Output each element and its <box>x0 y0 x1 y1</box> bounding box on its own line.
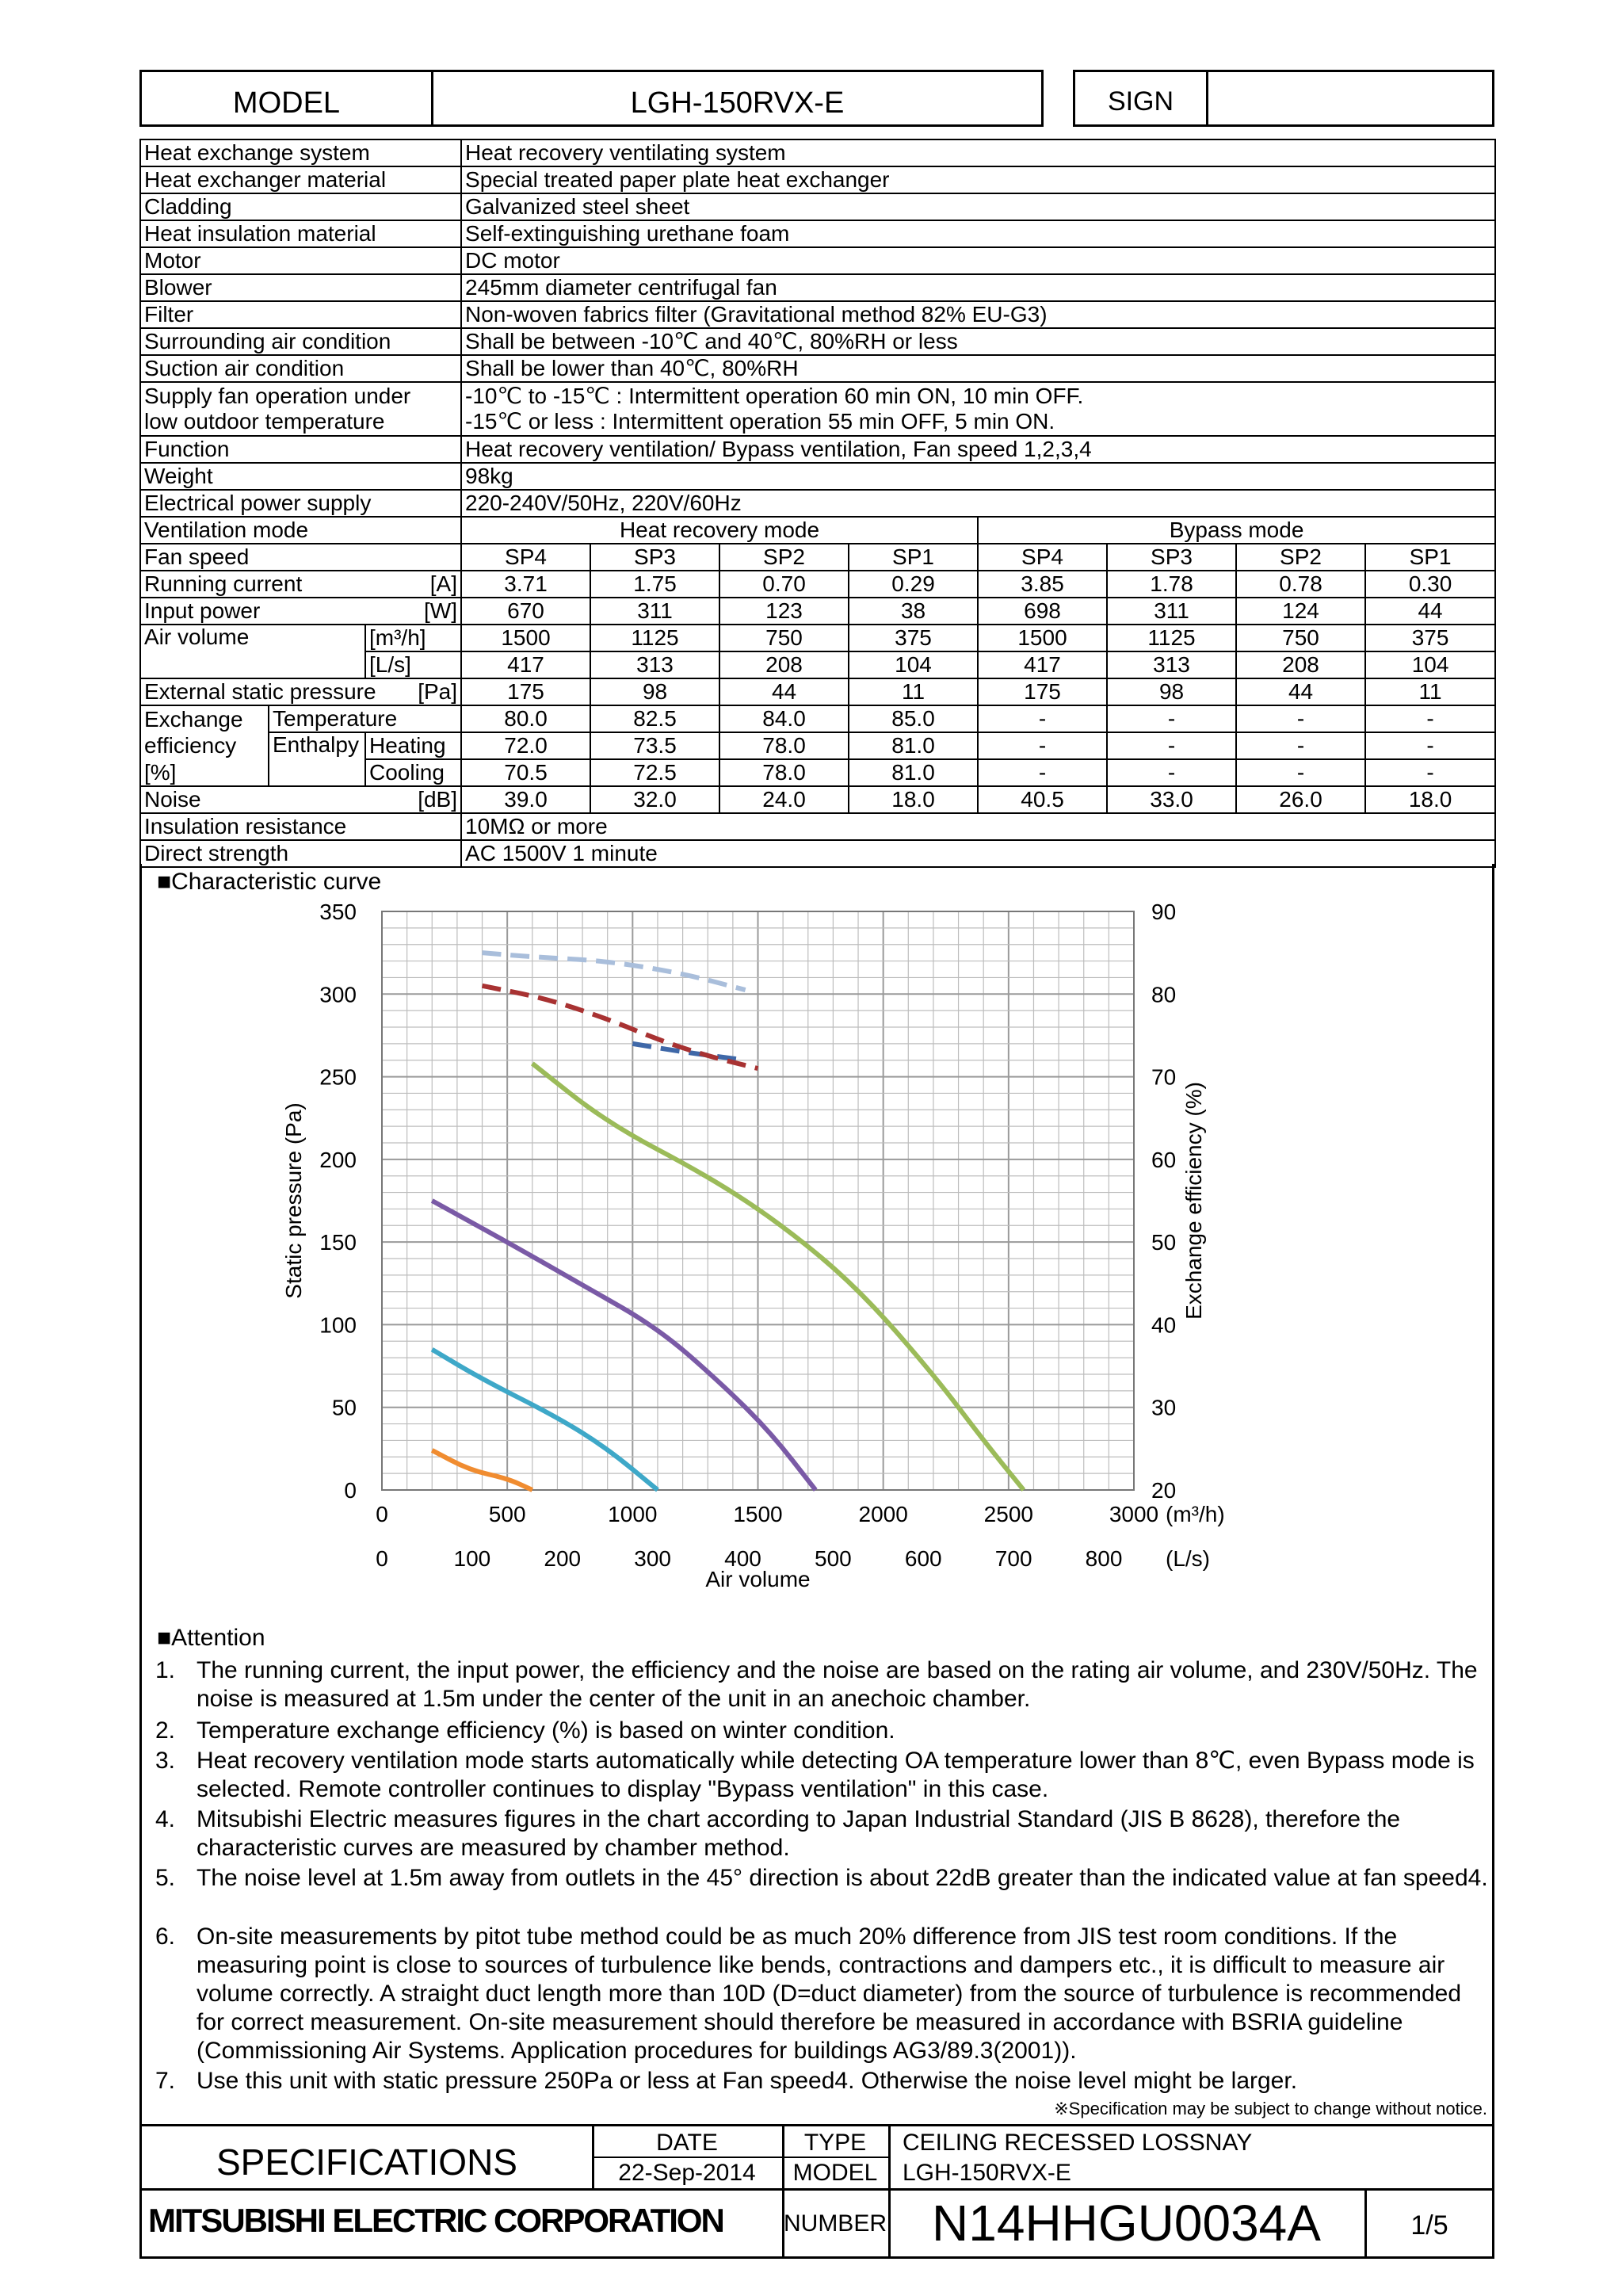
characteristic-chart <box>143 896 1490 1609</box>
input-power-unit: [W] <box>424 598 458 623</box>
date-label: DATE <box>656 2130 718 2156</box>
model-value: LGH-150RVX-E <box>630 86 845 120</box>
value-cell: 11 <box>1365 678 1495 705</box>
attention-item-text: The noise level at 1.5m away from outlets in the 45° direction is about 22dB greater than the indicated value at fan speed4. <box>197 1865 1488 1891</box>
noise-row <box>140 786 1495 813</box>
value-cell: 175 <box>978 678 1107 705</box>
value-cell: 38 <box>849 598 978 625</box>
supply-fan-label-2: low outdoor temperature <box>144 409 385 434</box>
chart-labels <box>281 896 1225 1591</box>
running-current-label: Running current <box>144 571 303 596</box>
fan-speed-cell: SP1 <box>849 544 978 571</box>
spec-label: Electrical power supply <box>140 490 461 517</box>
value-cell: 208 <box>719 651 849 678</box>
attention-item-text: On-site measurements by pitot tube method could be as much 20% difference from JIS test room conditions. If the measuring point is close to sources of turbulence like bends, contractions and dampers etc., it is difficult to measure air volume correctly. A straight duct length more than 10D (D=duct diameter) from the source of turbulence is recommended for correct measurement. On-site measurement should therefore be measured in accordance with BSRIA guideline (Commissioning Air Systems. Application procedures for buildings AG3/89.3(2001)). <box>197 1924 1462 2064</box>
y2-tick-label: 40 <box>1151 1312 1177 1338</box>
value-cell: 11 <box>849 678 978 705</box>
value-cell: 1500 <box>461 625 590 651</box>
value-cell: 1.78 <box>1107 571 1236 598</box>
fan-speed-cell: SP2 <box>1236 544 1365 571</box>
value-cell: 3.85 <box>978 571 1107 598</box>
value-cell: 417 <box>978 651 1107 678</box>
spec-label: Suction air condition <box>140 355 461 382</box>
spec-row <box>140 436 1495 463</box>
model-label: MODEL <box>232 86 341 120</box>
value-cell: 40.5 <box>978 786 1107 813</box>
value-cell: 24.0 <box>719 786 849 813</box>
spec-row <box>140 274 1495 301</box>
value-cell: 123 <box>719 598 849 625</box>
y2-tick-label: 60 <box>1151 1147 1177 1172</box>
attention-item-text: Use this unit with static pressure 250Pa or less at Fan speed4. Otherwise the noise level might be larger. <box>197 2068 1298 2094</box>
value-cell: 32.0 <box>590 786 719 813</box>
value-cell: 18.0 <box>849 786 978 813</box>
value-cell: - <box>978 732 1107 759</box>
spec-label: Heat exchange system <box>140 139 461 166</box>
spec-label: Blower <box>140 274 461 301</box>
spec-value: Galvanized steel sheet <box>461 193 1495 220</box>
spec-value: 220-240V/50Hz, 220V/60Hz <box>461 490 1495 517</box>
value-cell: - <box>1236 759 1365 786</box>
attention-item-text: Heat recovery ventilation mode starts automatically while detecting OA temperature lower than 8℃, even Bypass mode is selected. Remote controller continues to display "Bypass ventilation" in this case. <box>197 1748 1475 1802</box>
value-cell: 698 <box>978 598 1107 625</box>
spec-row <box>140 355 1495 382</box>
type-label: TYPE <box>803 2130 867 2156</box>
value-cell: - <box>978 705 1107 732</box>
spec-row-supply-fan <box>140 382 1495 436</box>
attention-item-text: The running current, the input power, the efficiency and the noise are based on the rating air volume, and 230V/50Hz. The noise is measured at 1.5m under the center of the unit in an anechoic chamber. <box>197 1657 1478 1712</box>
value-cell: - <box>1236 732 1365 759</box>
value-cell: 33.0 <box>1107 786 1236 813</box>
value-cell: 44 <box>1365 598 1495 625</box>
x-unit-ls: (L/s) <box>1166 1546 1210 1571</box>
attention-item-number: 1. <box>155 1657 176 1683</box>
spec-value: Shall be lower than 40℃, 80%RH <box>461 355 1495 382</box>
value-cell: 80.0 <box>461 705 590 732</box>
value-cell: 670 <box>461 598 590 625</box>
x-tick-label-m3h: 500 <box>488 1502 526 1526</box>
static-pressure-row <box>140 678 1495 705</box>
spec-label: Heat insulation material <box>140 220 461 247</box>
value-cell: 85.0 <box>849 705 978 732</box>
exchange-label-1: Exchange <box>140 705 269 732</box>
value-cell: 104 <box>1365 651 1495 678</box>
ventilation-mode-row <box>140 517 1495 544</box>
y-tick-label: 150 <box>319 1230 357 1255</box>
y-tick-label: 250 <box>319 1064 357 1090</box>
value-cell: 73.5 <box>590 732 719 759</box>
value-cell: 3.71 <box>461 571 590 598</box>
input-power-label: Input power <box>144 598 261 623</box>
running-current-row <box>140 571 1495 598</box>
y2-tick-label: 30 <box>1151 1395 1177 1420</box>
spec-row <box>140 328 1495 355</box>
attention-item-number: 3. <box>155 1748 176 1774</box>
value-cell: - <box>1236 705 1365 732</box>
value-cell: 44 <box>1236 678 1365 705</box>
spec-value: Special treated paper plate heat exchanger <box>461 166 1495 193</box>
value-cell: 1.75 <box>590 571 719 598</box>
spec-value: Non-woven fabrics filter (Gravitational method 82% EU-G3) <box>461 301 1495 328</box>
number-value: N14HHGU0034A <box>932 2195 1321 2252</box>
value-cell: 18.0 <box>1365 786 1495 813</box>
number-label: NUMBER <box>783 2210 887 2237</box>
value-cell: 98 <box>1107 678 1236 705</box>
footer <box>139 2124 1494 2259</box>
value-cell: 44 <box>719 678 849 705</box>
series-line-sp4 <box>532 1064 1024 1490</box>
sign-label: SIGN <box>1107 86 1174 117</box>
date-value: 22-Sep-2014 <box>618 2160 756 2186</box>
air-volume-m3h-row <box>140 625 1495 651</box>
value-cell: 78.0 <box>719 759 849 786</box>
specifications-label: SPECIFICATIONS <box>216 2141 517 2183</box>
value-cell: 82.5 <box>590 705 719 732</box>
spec-row <box>140 166 1495 193</box>
noise-label: Noise <box>144 787 201 812</box>
ventilation-mode-label: Ventilation mode <box>140 517 461 544</box>
exchange-heating-label: Heating <box>365 732 461 759</box>
attention-item-number: 2. <box>155 1717 176 1744</box>
supply-fan-value-1: -10℃ to -15℃ : Intermittent operation 60 min ON, 10 min OFF. <box>465 384 1084 408</box>
value-cell: 0.30 <box>1365 571 1495 598</box>
exchange-cooling-label: Cooling <box>365 759 461 786</box>
value-cell: - <box>1107 732 1236 759</box>
y2-tick-label: 70 <box>1151 1064 1177 1090</box>
spec-value: 245mm diameter centrifugal fan <box>461 274 1495 301</box>
x-tick-label-m3h: 2000 <box>858 1502 908 1526</box>
fan-speed-cell: SP3 <box>590 544 719 571</box>
fan-speed-cell: SP4 <box>461 544 590 571</box>
sign-box <box>1073 70 1494 127</box>
x-tick-label-ls: 100 <box>453 1546 491 1571</box>
exchange-temperature-row <box>140 705 1495 732</box>
value-cell: 750 <box>1236 625 1365 651</box>
air-volume-unit-m3h: [m³/h] <box>365 625 461 651</box>
spec-value: Heat recovery ventilation/ Bypass ventilation, Fan speed 1,2,3,4 <box>461 436 1495 463</box>
spec-label: Function <box>140 436 461 463</box>
value-cell: 375 <box>849 625 978 651</box>
page-number: 1/5 <box>1410 2210 1448 2241</box>
x-axis-label: Air volume <box>705 1567 811 1591</box>
y2-axis-label: Exchange efficiency (%) <box>1181 1082 1206 1320</box>
spec-row <box>140 139 1495 166</box>
x-tick-label-m3h: 2500 <box>983 1502 1033 1526</box>
air-volume-label: Air volume <box>140 625 365 678</box>
air-volume-unit-ls: [L/s] <box>365 651 461 678</box>
model-value-footer: LGH-150RVX-E <box>903 2160 1071 2186</box>
x-tick-label-m3h: 1000 <box>608 1502 658 1526</box>
spec-row <box>140 247 1495 274</box>
direct-strength-label: Direct strength <box>140 840 461 867</box>
y-axis-label: Static pressure (Pa) <box>281 1102 306 1299</box>
value-cell: - <box>978 759 1107 786</box>
attention-item-number: 6. <box>155 1924 176 1950</box>
attention-item-text: Temperature exchange efficiency (%) is based on winter condition. <box>197 1717 895 1744</box>
spec-value: Self-extinguishing urethane foam <box>461 220 1495 247</box>
x-tick-label-ls: 700 <box>994 1546 1032 1571</box>
model-header <box>139 70 1044 127</box>
value-cell: - <box>1107 705 1236 732</box>
spec-label: Motor <box>140 247 461 274</box>
attention-title: ■Attention <box>157 1625 265 1651</box>
model-label-footer: MODEL <box>792 2160 878 2186</box>
spec-row <box>140 490 1495 517</box>
running-current-unit: [A] <box>429 571 458 596</box>
value-cell: 81.0 <box>849 732 978 759</box>
value-cell: 70.5 <box>461 759 590 786</box>
noise-unit: [dB] <box>418 787 458 812</box>
company-logo: MITSUBISHI ELECTRIC CORPORATION <box>148 2202 723 2239</box>
static-pressure-unit: [Pa] <box>418 679 458 704</box>
value-cell: 81.0 <box>849 759 978 786</box>
insulation-label: Insulation resistance <box>140 813 461 840</box>
value-cell: 313 <box>1107 651 1236 678</box>
value-cell: 98 <box>590 678 719 705</box>
spec-row <box>140 463 1495 490</box>
y2-tick-label: 50 <box>1151 1230 1177 1255</box>
value-cell: 311 <box>590 598 719 625</box>
y-tick-label: 100 <box>319 1312 357 1338</box>
heat-recovery-mode: Heat recovery mode <box>461 517 978 544</box>
value-cell: 311 <box>1107 598 1236 625</box>
value-cell: 750 <box>719 625 849 651</box>
x-tick-label-m3h: 3000 <box>1109 1502 1159 1526</box>
spec-label: Surrounding air condition <box>140 328 461 355</box>
spec-row <box>140 193 1495 220</box>
attention-item-text: Mitsubishi Electric measures figures in the chart according to Japan Industrial Standard (JIS B 8628), therefore the characteristic curves are measured by chamber method. <box>197 1806 1401 1861</box>
value-cell: 72.5 <box>590 759 719 786</box>
value-cell: 39.0 <box>461 786 590 813</box>
fan-speed-cell: SP2 <box>719 544 849 571</box>
fan-speed-row <box>140 544 1495 571</box>
fan-speed-cell: SP3 <box>1107 544 1236 571</box>
value-cell: 313 <box>590 651 719 678</box>
y2-tick-label: 20 <box>1151 1478 1177 1503</box>
chart-series <box>432 953 1024 1490</box>
value-cell: 0.78 <box>1236 571 1365 598</box>
direct-strength-value: AC 1500V 1 minute <box>461 840 1495 867</box>
spec-value: DC motor <box>461 247 1495 274</box>
x-tick-label-ls: 600 <box>904 1546 942 1571</box>
spec-label: Heat exchanger material <box>140 166 461 193</box>
attention-item-number: 5. <box>155 1865 176 1891</box>
value-cell: 375 <box>1365 625 1495 651</box>
chart-grid <box>382 911 1134 1490</box>
x-tick-label-ls: 200 <box>544 1546 582 1571</box>
y-tick-label: 350 <box>319 900 357 924</box>
x-tick-label-ls: 0 <box>376 1546 388 1571</box>
fan-speed-cell: SP1 <box>1365 544 1495 571</box>
value-cell: - <box>1107 759 1236 786</box>
value-cell: 208 <box>1236 651 1365 678</box>
direct-strength-row <box>140 840 1495 867</box>
exchange-enthalpy-label: Enthalpy <box>269 732 365 786</box>
exchange-temperature-label: Temperature <box>269 705 461 732</box>
supply-fan-label-1: Supply fan operation under <box>144 384 411 408</box>
y-tick-label: 200 <box>319 1147 357 1172</box>
y2-tick-label: 90 <box>1151 900 1177 924</box>
value-cell: 1125 <box>590 625 719 651</box>
value-cell: - <box>1365 759 1495 786</box>
value-cell: 72.0 <box>461 732 590 759</box>
spec-label: Weight <box>140 463 461 490</box>
spec-value: Shall be between -10℃ and 40℃, 80%RH or less <box>461 328 1495 355</box>
type-value: CEILING RECESSED LOSSNAY <box>903 2130 1253 2156</box>
spec-value: Heat recovery ventilating system <box>461 139 1495 166</box>
static-pressure-label: External static pressure <box>144 679 376 704</box>
x-tick-label-m3h: 0 <box>376 1502 388 1526</box>
y-tick-label: 0 <box>344 1478 357 1503</box>
supply-fan-value-2: -15℃ or less : Intermittent operation 55 min OFF, 5 min ON. <box>465 409 1055 434</box>
attention-item-number: 4. <box>155 1806 176 1832</box>
x-tick-label-ls: 500 <box>815 1546 852 1571</box>
insulation-row <box>140 813 1495 840</box>
fan-speed-label: Fan speed <box>140 544 461 571</box>
value-cell: 84.0 <box>719 705 849 732</box>
insulation-value: 10MΩ or more <box>461 813 1495 840</box>
value-cell: - <box>1365 732 1495 759</box>
y2-tick-label: 80 <box>1151 982 1177 1007</box>
exchange-heating-row <box>140 732 1495 759</box>
x-tick-label-ls: 800 <box>1085 1546 1123 1571</box>
value-cell: 0.29 <box>849 571 978 598</box>
value-cell: - <box>1365 705 1495 732</box>
spec-row <box>140 220 1495 247</box>
y-tick-label: 50 <box>331 1395 357 1420</box>
attention-item-number: 7. <box>155 2068 176 2094</box>
series-line-temperature <box>483 953 746 990</box>
notice-text: ※Specification may be subject to change without notice. <box>1054 2099 1487 2118</box>
value-cell: 1500 <box>978 625 1107 651</box>
spec-label: Filter <box>140 301 461 328</box>
value-cell: 417 <box>461 651 590 678</box>
spec-value: 98kg <box>461 463 1495 490</box>
x-tick-label-m3h: 1500 <box>733 1502 783 1526</box>
value-cell: 175 <box>461 678 590 705</box>
y-tick-label: 300 <box>319 982 357 1007</box>
spec-label: Cladding <box>140 193 461 220</box>
chart-title: ■Characteristic curve <box>157 869 382 895</box>
spec-row <box>140 301 1495 328</box>
x-tick-label-ls: 400 <box>724 1546 761 1571</box>
input-power-row <box>140 598 1495 625</box>
x-unit-m3h: (m³/h) <box>1166 1502 1225 1526</box>
value-cell: 104 <box>849 651 978 678</box>
fan-speed-cell: SP4 <box>978 544 1107 571</box>
value-cell: 0.70 <box>719 571 849 598</box>
value-cell: 1125 <box>1107 625 1236 651</box>
exchange-label-2: efficiency <box>140 732 269 759</box>
value-cell: 124 <box>1236 598 1365 625</box>
bypass-mode: Bypass mode <box>978 517 1495 544</box>
value-cell: 78.0 <box>719 732 849 759</box>
x-tick-label-ls: 300 <box>634 1546 671 1571</box>
value-cell: 26.0 <box>1236 786 1365 813</box>
exchange-label-3: [%] <box>140 759 269 786</box>
spec-table <box>139 139 1496 868</box>
